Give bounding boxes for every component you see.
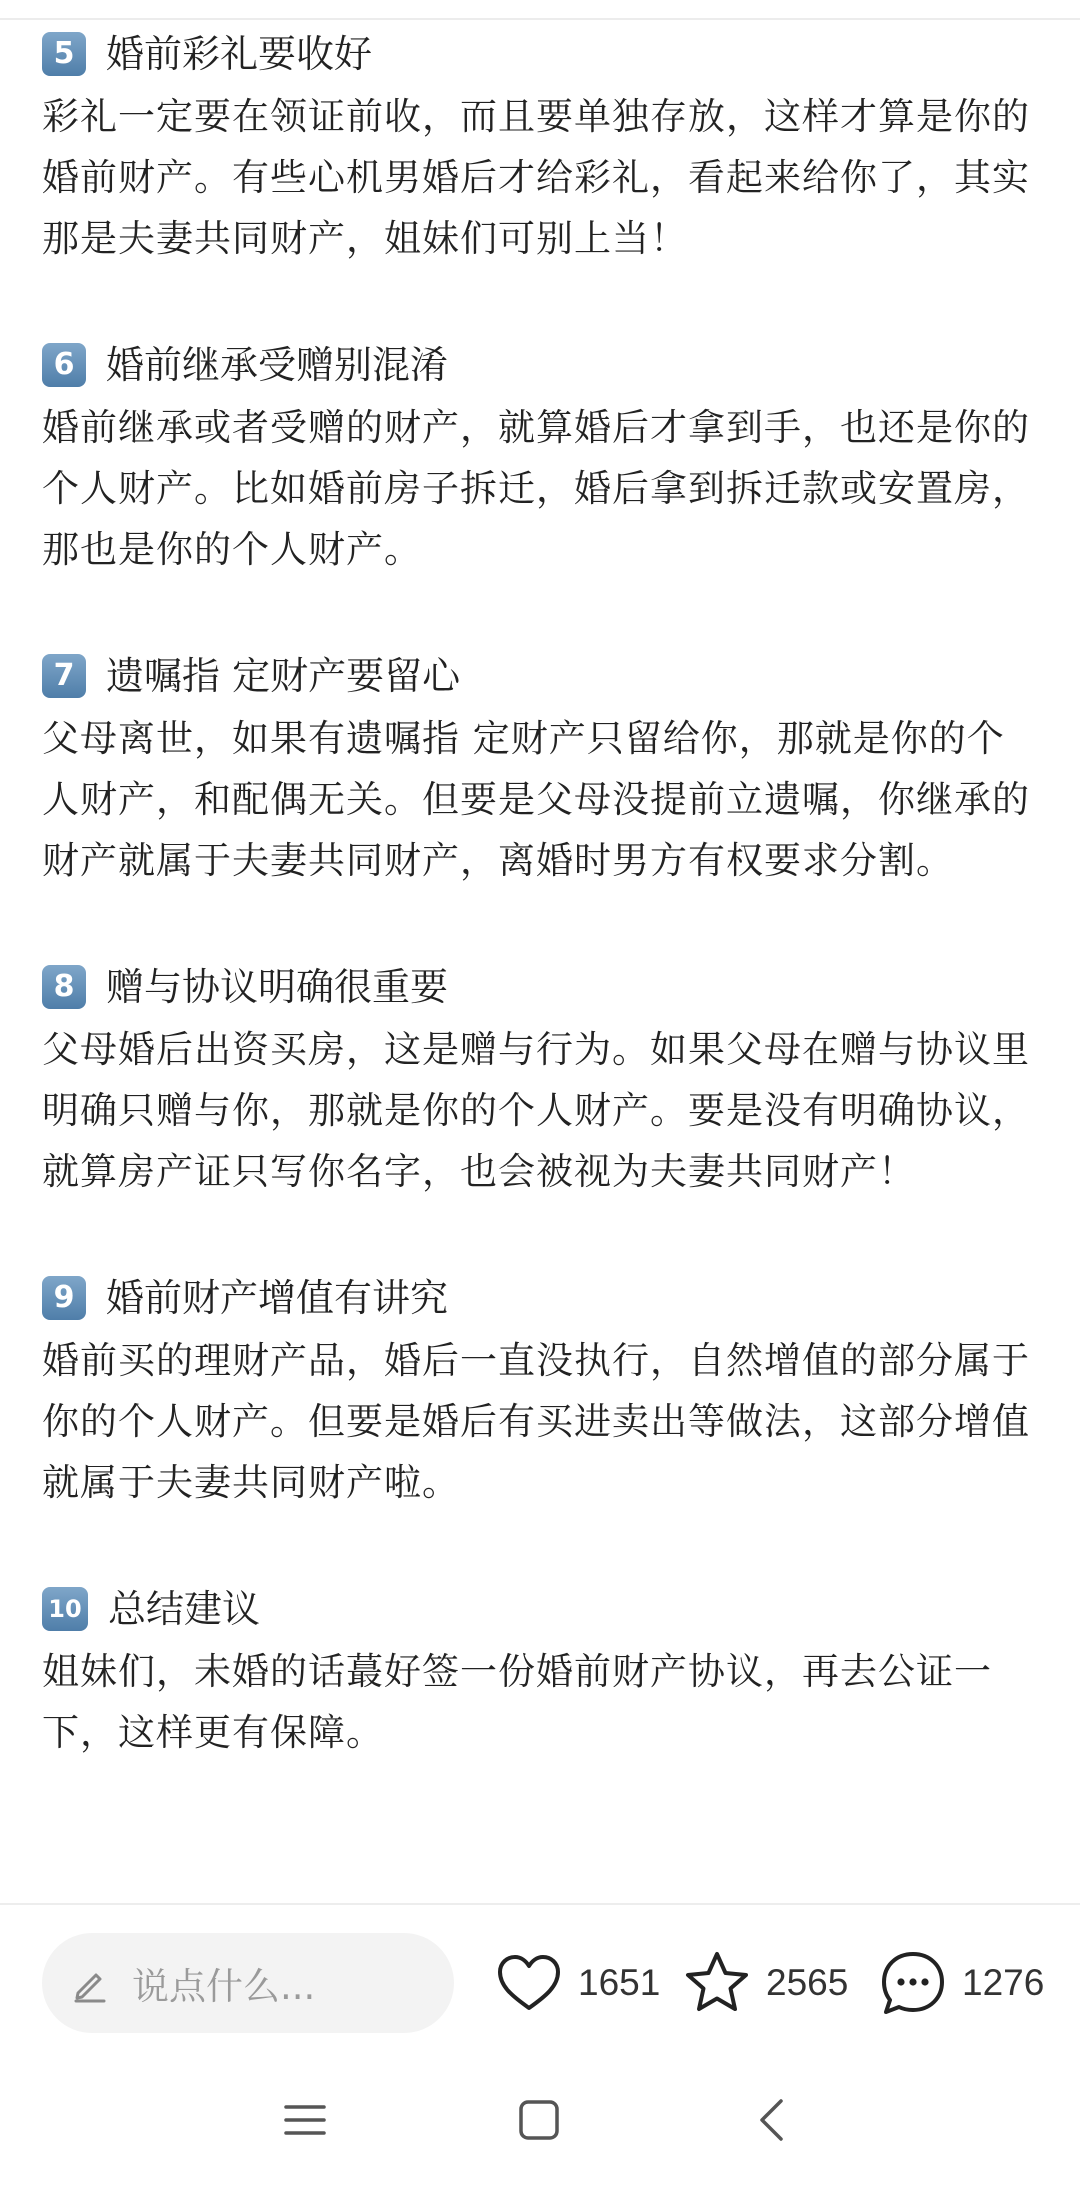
favorite-button[interactable] — [680, 1943, 848, 2023]
menu-icon — [280, 2095, 330, 2145]
number-badge-6: 6 — [42, 343, 86, 387]
home-square-icon — [514, 2095, 564, 2145]
comment-count: 1276 — [962, 1962, 1045, 2003]
section-title — [42, 1266, 1042, 1330]
section-body: 彩礼一定要在领证前收，而且要单独存放，这样才算是你的婚前财产。有些心机男婚后才给彩礼，看起来给你了，其实那是夫妻共同财产，姐妹们可别上当！ — [42, 95, 1030, 260]
back-icon — [748, 2095, 798, 2145]
top-divider — [0, 18, 1080, 20]
section-7 — [42, 644, 1042, 891]
comment-input[interactable] — [42, 1933, 454, 2033]
pencil-icon — [70, 1963, 110, 2003]
system-menu-button[interactable] — [280, 2080, 330, 2160]
section-title — [42, 22, 1042, 86]
section-title-text: 赠与协议明确很重要 — [106, 965, 449, 1009]
section-title-text: 婚前继承受赠别混淆 — [106, 343, 449, 387]
post-content — [42, 22, 1042, 1827]
number-badge-8: 8 — [42, 965, 86, 1009]
section-body: 婚前继承或者受赠的财产，就算婚后才拿到手，也还是你的个人财产。比如婚前房子拆迁，婚后拿到拆迁款或安置房，那也是你的个人财产。 — [42, 406, 1030, 571]
favorite-count: 2565 — [766, 1962, 849, 2003]
number-badge-5: 5 — [42, 32, 86, 76]
like-button[interactable] — [492, 1943, 660, 2023]
section-title-text: 婚前彩礼要收好 — [106, 32, 373, 76]
section-title-text: 遗嘱指 定财产要留心 — [106, 654, 461, 698]
comment-placeholder: 说点什么... — [132, 1965, 316, 2008]
section-6 — [42, 333, 1042, 580]
system-home-button[interactable] — [514, 2080, 564, 2160]
bottom-bar-divider — [0, 1903, 1080, 1905]
section-5 — [42, 22, 1042, 269]
section-title — [42, 644, 1042, 708]
section-title-text: 总结建议 — [108, 1587, 261, 1631]
section-9 — [42, 1266, 1042, 1513]
number-badge-10: 10 — [42, 1587, 88, 1631]
section-title-text: 婚前财产增值有讲究 — [106, 1276, 449, 1320]
section-10 — [42, 1577, 1042, 1763]
section-body: 父母婚后出资买房，这是赠与行为。如果父母在赠与协议里明确只赠与你，那就是你的个人财产。要是没有明确协议，就算房产证只写你名字，也会被视为夫妻共同财产！ — [42, 1028, 1030, 1193]
chat-bubble-icon — [876, 1946, 950, 2020]
section-8 — [42, 955, 1042, 1202]
section-title — [42, 1577, 1042, 1641]
heart-icon — [492, 1946, 566, 2020]
section-body: 父母离世，如果有遗嘱指 定财产只留给你，那就是你的个人财产，和配偶无关。但要是父母没提前立遗嘱，你继承的财产就属于夫妻共同财产，离婚时男方有权要求分割。 — [42, 717, 1030, 882]
section-title — [42, 333, 1042, 397]
star-icon — [680, 1946, 754, 2020]
system-back-button[interactable] — [748, 2080, 798, 2160]
comments-button[interactable] — [876, 1943, 1044, 2023]
number-badge-9: 9 — [42, 1276, 86, 1320]
section-body: 姐妹们，未婚的话蕞好签一份婚前财产协议，再去公证一下，这样更有保障。 — [42, 1650, 992, 1754]
number-badge-7: 7 — [42, 654, 86, 698]
section-title — [42, 955, 1042, 1019]
section-body: 婚前买的理财产品，婚后一直没执行，自然增值的部分属于你的个人财产。但要是婚后有买进卖出等做法，这部分增值就属于夫妻共同财产啦。 — [42, 1339, 1030, 1504]
like-count: 1651 — [578, 1962, 661, 2003]
